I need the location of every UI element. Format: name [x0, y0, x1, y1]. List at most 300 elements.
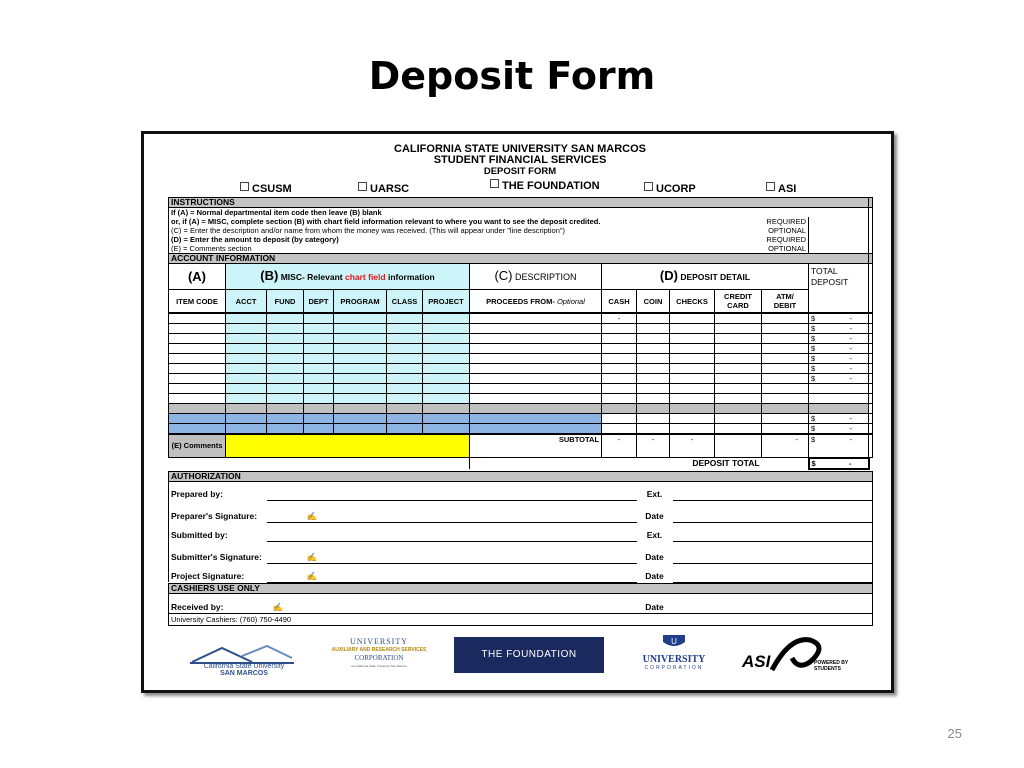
- comments-label: (E) Comments: [169, 435, 226, 458]
- line-item-cell[interactable]: [602, 354, 637, 364]
- entity-uarsc[interactable]: [358, 182, 409, 195]
- line-item-cell[interactable]: [762, 394, 809, 404]
- form-table: [168, 197, 873, 313]
- line-item-cell[interactable]: [267, 414, 304, 424]
- line-item-cell[interactable]: [334, 384, 387, 394]
- total-deposit-header: TOTAL DEPOSIT: [809, 264, 869, 313]
- line-item-cell[interactable]: [670, 354, 715, 364]
- line-item-cell[interactable]: [670, 384, 715, 394]
- table-row: [169, 334, 873, 344]
- asi-text: ASI: [742, 652, 771, 671]
- line-item-cell[interactable]: [470, 314, 602, 324]
- line-item-cell[interactable]: [334, 354, 387, 364]
- line-item-cell[interactable]: [602, 374, 637, 384]
- line-item-cell[interactable]: [637, 334, 670, 344]
- line-item-cell[interactable]: [423, 404, 470, 414]
- currency-symbol: $: [811, 458, 816, 468]
- col-program: PROGRAM: [334, 290, 387, 313]
- line-item-cell: [869, 384, 873, 394]
- line-item-cell[interactable]: [637, 414, 670, 424]
- line-item-cell[interactable]: [226, 374, 267, 384]
- line-item-cell[interactable]: [334, 424, 387, 434]
- line-item-cell[interactable]: [470, 394, 602, 404]
- line-item-cell[interactable]: [470, 324, 602, 334]
- entity-asi[interactable]: [766, 182, 796, 195]
- total-deposit-cell[interactable]: [809, 364, 869, 374]
- ucorp-line1: UNIVERSITY: [642, 654, 706, 665]
- line-item-cell[interactable]: [226, 354, 267, 364]
- line-item-cell[interactable]: [762, 314, 809, 324]
- line-item-cell[interactable]: [715, 344, 762, 354]
- line-item-cell[interactable]: [423, 374, 470, 384]
- prepared-by-ext-field[interactable]: [673, 482, 873, 501]
- date-label: Date: [645, 602, 664, 612]
- line-item-cell[interactable]: [387, 334, 423, 344]
- section-d-label: (D): [659, 268, 678, 283]
- pen-icon: ✍: [306, 510, 318, 521]
- project-date-field[interactable]: [673, 563, 873, 582]
- line-item-cell: [869, 314, 873, 324]
- line-item-cell[interactable]: [470, 424, 602, 434]
- line-item-cell[interactable]: [304, 354, 334, 364]
- table-row: [169, 344, 873, 354]
- uarsc-logo: [324, 634, 434, 678]
- line-item-cell[interactable]: [387, 394, 423, 404]
- line-item-cell[interactable]: [637, 374, 670, 384]
- line-item-cell: [869, 374, 873, 384]
- line-item-cell[interactable]: [387, 424, 423, 434]
- line-item-cell[interactable]: [762, 324, 809, 334]
- line-item-cell[interactable]: [470, 354, 602, 364]
- line-item-cell[interactable]: [304, 314, 334, 324]
- line-item-cell[interactable]: [304, 374, 334, 384]
- line-item-cell[interactable]: [169, 334, 226, 344]
- total-deposit-cell[interactable]: [809, 314, 869, 324]
- line-item-cell[interactable]: [762, 334, 809, 344]
- line-item-cell[interactable]: [423, 334, 470, 344]
- line-item-cell[interactable]: [267, 374, 304, 384]
- line-item-cell[interactable]: [670, 344, 715, 354]
- line-item-cell[interactable]: [334, 374, 387, 384]
- subtotal-cash: -: [602, 435, 637, 458]
- preparers-signature-label: Preparer's Signature:: [171, 511, 258, 521]
- ucorp-logo: [624, 634, 724, 678]
- line-item-cell[interactable]: [637, 364, 670, 374]
- currency-symbol: $: [811, 324, 816, 333]
- line-item-cell[interactable]: [423, 354, 470, 364]
- submitted-by-ext-field[interactable]: [673, 522, 873, 541]
- line-item-cell[interactable]: [637, 394, 670, 404]
- line-item-cell[interactable]: [637, 354, 670, 364]
- received-by-label: Received by:: [171, 602, 224, 612]
- line-item-cell[interactable]: [334, 324, 387, 334]
- checkbox-icon[interactable]: [240, 182, 249, 191]
- total-deposit-cell[interactable]: [809, 324, 869, 334]
- line-item-cell[interactable]: [267, 354, 304, 364]
- line-item-cell[interactable]: [169, 414, 226, 424]
- line-item-cell[interactable]: [670, 314, 715, 324]
- header-department: STUDENT FINANCIAL SERVICES: [433, 154, 607, 166]
- submitted-by-field[interactable]: [267, 522, 637, 541]
- line-item-cell[interactable]: [670, 364, 715, 374]
- line-item-cell[interactable]: [334, 364, 387, 374]
- line-item-cell[interactable]: [169, 324, 226, 334]
- line-item-cell[interactable]: [423, 424, 470, 434]
- line-item-cell[interactable]: [169, 384, 226, 394]
- uarsc-line2: AUXILIARY AND RESEARCH SERVICES: [331, 647, 427, 653]
- line-item-cell: [869, 334, 873, 344]
- line-item-cell[interactable]: [267, 384, 304, 394]
- line-item-cell[interactable]: [670, 414, 715, 424]
- line-item-cell[interactable]: [715, 404, 762, 414]
- table-row: [169, 354, 873, 364]
- line-item-cell[interactable]: [387, 374, 423, 384]
- foundation-logo: THE FOUNDATION: [454, 637, 604, 673]
- entity-csusm[interactable]: [240, 182, 292, 195]
- instruction-line: (E) = Comments section: [169, 244, 715, 254]
- line-item-cell[interactable]: [387, 324, 423, 334]
- total-deposit-cell[interactable]: [809, 354, 869, 364]
- line-item-cell[interactable]: [226, 364, 267, 374]
- line-item-cell[interactable]: [267, 324, 304, 334]
- entity-checkboxes: [168, 177, 872, 197]
- line-item-cell[interactable]: [715, 334, 762, 344]
- line-item-cell[interactable]: [267, 344, 304, 354]
- subtotal-total: [809, 435, 869, 458]
- line-item-cell[interactable]: [226, 404, 267, 414]
- subtotal-table: [168, 434, 873, 470]
- section-c-text: DESCRIPTION: [512, 272, 577, 282]
- pen-icon: ✍: [306, 551, 318, 562]
- instruction-line: or, if (A) = MISC, complete section (B) with chart field information relevant to where you want to see the deposit credited.: [169, 217, 715, 226]
- line-item-cell[interactable]: [334, 314, 387, 324]
- line-item-cell[interactable]: [387, 314, 423, 324]
- entity-label: ASI: [778, 183, 797, 195]
- checkbox-icon[interactable]: [766, 182, 775, 191]
- line-item-cell[interactable]: [423, 384, 470, 394]
- col-class: CLASS: [387, 290, 423, 313]
- line-item-cell[interactable]: [267, 404, 304, 414]
- line-item-cell[interactable]: [226, 384, 267, 394]
- col-atm-debit: ATM/ DEBIT: [762, 290, 809, 313]
- line-item-cell[interactable]: [762, 374, 809, 384]
- line-item-cell[interactable]: [602, 314, 637, 324]
- line-item-cell[interactable]: [423, 324, 470, 334]
- form-image-frame: [141, 131, 894, 693]
- line-item-cell[interactable]: [762, 354, 809, 364]
- cashiers-phone: University Cashiers: (760) 750-4490: [169, 614, 873, 626]
- line-item-cell[interactable]: [715, 414, 762, 424]
- col-coin: COIN: [637, 290, 670, 313]
- line-item-cell[interactable]: [470, 374, 602, 384]
- date-label: Date: [645, 552, 664, 562]
- line-item-cell[interactable]: [470, 404, 602, 414]
- line-item-cell[interactable]: [334, 404, 387, 414]
- line-item-cell[interactable]: [226, 424, 267, 434]
- csusm-line1: California State University: [203, 663, 285, 670]
- col-acct: ACCT: [226, 290, 267, 313]
- entity-foundation[interactable]: [490, 179, 600, 192]
- line-item-cell[interactable]: [470, 384, 602, 394]
- line-item-cell[interactable]: [602, 414, 637, 424]
- line-item-cell[interactable]: [602, 364, 637, 374]
- instruction-status: REQUIRED: [715, 235, 809, 244]
- currency-symbol: $: [811, 374, 816, 383]
- line-item-cell[interactable]: [304, 364, 334, 374]
- line-item-cell[interactable]: [470, 414, 602, 424]
- submitters-signature-field[interactable]: [267, 541, 637, 563]
- total-value: -: [849, 414, 852, 423]
- line-item-cell[interactable]: [602, 384, 637, 394]
- line-item-cell[interactable]: [715, 354, 762, 364]
- line-item-cell[interactable]: [637, 384, 670, 394]
- line-item-cell[interactable]: [226, 414, 267, 424]
- prepared-by-field[interactable]: [267, 482, 637, 501]
- subtotal-total-value: -: [849, 435, 853, 444]
- asi-tag1: POWERED BY: [814, 660, 849, 666]
- line-item-cell[interactable]: [226, 394, 267, 404]
- preparers-signature-field[interactable]: [267, 500, 637, 522]
- line-item-cell[interactable]: [387, 364, 423, 374]
- preparer-date-field[interactable]: [673, 500, 873, 522]
- total-deposit-cell[interactable]: [809, 404, 869, 414]
- instruction-status: OPTIONAL: [715, 226, 809, 235]
- line-item-cell[interactable]: [470, 334, 602, 344]
- submitter-date-field[interactable]: [673, 541, 873, 563]
- line-item-cell[interactable]: [334, 394, 387, 404]
- line-item-cell[interactable]: [637, 344, 670, 354]
- comments-field[interactable]: [226, 435, 470, 458]
- line-item-cell[interactable]: [762, 414, 809, 424]
- total-deposit-cell[interactable]: [809, 424, 869, 434]
- uarsc-line4: an California State University San Marcos: [351, 664, 407, 668]
- section-c-header: [470, 264, 602, 290]
- line-item-cell[interactable]: [762, 384, 809, 394]
- project-signature-label: Project Signature:: [171, 571, 245, 581]
- line-item-cell[interactable]: [334, 344, 387, 354]
- line-item-cell[interactable]: [169, 374, 226, 384]
- line-item-cell[interactable]: [470, 364, 602, 374]
- line-item-cell[interactable]: [169, 314, 226, 324]
- total-value: -: [849, 374, 852, 383]
- line-item-cell[interactable]: [304, 324, 334, 334]
- line-item-cell[interactable]: [762, 404, 809, 414]
- line-item-cell[interactable]: [670, 424, 715, 434]
- csusm-logo: [182, 634, 302, 678]
- line-item-cell[interactable]: [226, 334, 267, 344]
- total-value: -: [849, 314, 852, 323]
- line-item-cell[interactable]: [602, 334, 637, 344]
- section-b-text-red: chart field: [344, 272, 386, 282]
- line-item-cell[interactable]: [169, 404, 226, 414]
- line-item-cell[interactable]: [715, 374, 762, 384]
- project-signature-field[interactable]: [267, 563, 637, 582]
- line-item-cell[interactable]: [304, 414, 334, 424]
- form-header: [168, 144, 872, 177]
- line-item-cell[interactable]: [423, 394, 470, 404]
- line-item-cell: [869, 364, 873, 374]
- currency-symbol: $: [811, 314, 816, 323]
- col-dept: DEPT: [304, 290, 334, 313]
- line-item-cell[interactable]: [670, 394, 715, 404]
- section-b-header: [226, 264, 470, 290]
- ext-label: Ext.: [646, 530, 663, 540]
- line-item-cell: [869, 424, 873, 434]
- line-item-cell[interactable]: [670, 404, 715, 414]
- line-item-cell[interactable]: [267, 314, 304, 324]
- line-item-cell[interactable]: [226, 344, 267, 354]
- line-item-cell[interactable]: [334, 334, 387, 344]
- asi-logo: [742, 634, 862, 678]
- subtotal-coin: -: [637, 435, 670, 458]
- line-item-cell[interactable]: [169, 364, 226, 374]
- line-item-cell[interactable]: [304, 334, 334, 344]
- total-value: -: [849, 324, 852, 333]
- line-item-cell[interactable]: [169, 394, 226, 404]
- line-item-cell[interactable]: [387, 344, 423, 354]
- instruction-line: (D) = Enter the amount to deposit (by category): [169, 235, 715, 244]
- entity-ucorp[interactable]: [644, 182, 696, 195]
- line-item-cell: [869, 354, 873, 364]
- line-item-cell[interactable]: [637, 314, 670, 324]
- deposit-total-box: [809, 458, 869, 469]
- line-item-cell[interactable]: [762, 344, 809, 354]
- total-value: -: [849, 424, 852, 433]
- uarsc-line1: UNIVERSITY: [350, 637, 408, 646]
- line-item-cell[interactable]: [670, 334, 715, 344]
- line-item-cell[interactable]: [387, 354, 423, 364]
- line-item-cell[interactable]: [169, 354, 226, 364]
- line-item-cell[interactable]: [304, 344, 334, 354]
- checkbox-icon[interactable]: [644, 182, 653, 191]
- line-item-cell[interactable]: [762, 364, 809, 374]
- line-item-cell[interactable]: [423, 344, 470, 354]
- date-label: Date: [645, 511, 664, 521]
- line-item-cell[interactable]: [637, 404, 670, 414]
- line-item-cell[interactable]: [387, 414, 423, 424]
- line-item-cell[interactable]: [715, 424, 762, 434]
- line-item-cell[interactable]: [602, 404, 637, 414]
- line-item-cell[interactable]: [423, 414, 470, 424]
- currency-symbol: $: [811, 424, 816, 433]
- uarsc-line3: CORPORATION: [354, 654, 404, 662]
- line-item-cell[interactable]: [602, 344, 637, 354]
- line-item-cell[interactable]: [267, 424, 304, 434]
- line-item-cell[interactable]: [670, 374, 715, 384]
- instruction-status: OPTIONAL: [715, 244, 809, 254]
- line-item-cell[interactable]: [715, 394, 762, 404]
- received-by-field[interactable]: [267, 594, 637, 614]
- ucorp-shield-icon: [659, 634, 689, 650]
- line-item-cell[interactable]: [226, 324, 267, 334]
- line-item-cell[interactable]: [602, 394, 637, 404]
- line-item-cell: [869, 344, 873, 354]
- line-item-cell[interactable]: [267, 334, 304, 344]
- total-deposit-cell[interactable]: [809, 374, 869, 384]
- deposit-total-value: -: [849, 458, 852, 468]
- deposit-line-items: [168, 313, 873, 434]
- submitted-by-label: Submitted by:: [171, 530, 228, 540]
- line-item-cell[interactable]: [334, 414, 387, 424]
- line-item-cell[interactable]: [715, 364, 762, 374]
- line-item-cell: [869, 394, 873, 404]
- col-cash: CASH: [602, 290, 637, 313]
- total-value: -: [849, 364, 852, 373]
- line-item-cell[interactable]: [267, 394, 304, 404]
- line-item-cell[interactable]: [304, 384, 334, 394]
- line-item-cell[interactable]: [387, 384, 423, 394]
- checkbox-icon[interactable]: [490, 179, 499, 188]
- section-d-text: DEPOSIT DETAIL: [677, 272, 751, 282]
- line-item-cell[interactable]: [387, 404, 423, 414]
- currency-symbol: $: [811, 344, 816, 353]
- line-item-cell[interactable]: [715, 384, 762, 394]
- total-deposit-cell[interactable]: [809, 414, 869, 424]
- section-a-label: (A): [169, 264, 226, 290]
- line-item-cell[interactable]: [470, 344, 602, 354]
- cash-value: -: [617, 314, 621, 323]
- line-item-cell[interactable]: [602, 424, 637, 434]
- total-deposit-cell[interactable]: [809, 334, 869, 344]
- line-item-cell[interactable]: [715, 314, 762, 324]
- line-item-cell[interactable]: [670, 324, 715, 334]
- csusm-text: [184, 663, 304, 677]
- line-item-cell[interactable]: [423, 314, 470, 324]
- line-item-cell: [869, 414, 873, 424]
- header-university: CALIFORNIA STATE UNIVERSITY SAN MARCOS: [394, 143, 646, 155]
- total-value: -: [849, 334, 852, 343]
- line-item-cell[interactable]: [304, 424, 334, 434]
- checkbox-icon[interactable]: [358, 182, 367, 191]
- line-item-cell[interactable]: [715, 324, 762, 334]
- instructions-heading: INSTRUCTIONS: [169, 198, 869, 208]
- line-item-cell: [869, 404, 873, 414]
- col-fund: FUND: [267, 290, 304, 313]
- instruction-line: If (A) = Normal departmental item code then leave (B) blank: [169, 208, 809, 218]
- date-label: Date: [645, 571, 664, 581]
- currency-symbol: $: [811, 414, 816, 423]
- total-deposit-cell[interactable]: [809, 384, 869, 394]
- line-item-cell: [869, 324, 873, 334]
- line-item-cell[interactable]: [602, 324, 637, 334]
- authorization-fields: [168, 482, 873, 583]
- line-item-cell[interactable]: [169, 424, 226, 434]
- instruction-line: (C) = Enter the description and/or name from whom the money was received. (This will appear under "line description"): [169, 226, 715, 235]
- slide-title: Deposit Form: [368, 54, 656, 98]
- line-item-cell[interactable]: [637, 424, 670, 434]
- received-date-field[interactable]: [673, 594, 873, 614]
- line-item-cell[interactable]: [169, 344, 226, 354]
- currency-symbol: $: [811, 435, 816, 444]
- subtotal-atm: -: [762, 435, 809, 458]
- line-item-cell[interactable]: [762, 424, 809, 434]
- line-item-cell[interactable]: [267, 364, 304, 374]
- total-deposit-cell[interactable]: [809, 394, 869, 404]
- line-item-cell[interactable]: [304, 404, 334, 414]
- total-deposit-cell[interactable]: [809, 344, 869, 354]
- total-value: -: [849, 344, 852, 353]
- table-row: [169, 324, 873, 334]
- line-item-cell[interactable]: [423, 364, 470, 374]
- section-b-text: MISC- Relevant: [280, 272, 345, 282]
- line-item-cell[interactable]: [637, 324, 670, 334]
- account-information-heading: ACCOUNT INFORMATION: [169, 254, 869, 264]
- section-b-label: (B): [260, 268, 279, 283]
- table-row: [169, 404, 873, 414]
- line-item-cell[interactable]: [226, 314, 267, 324]
- table-row: [169, 414, 873, 424]
- line-item-cell[interactable]: [304, 394, 334, 404]
